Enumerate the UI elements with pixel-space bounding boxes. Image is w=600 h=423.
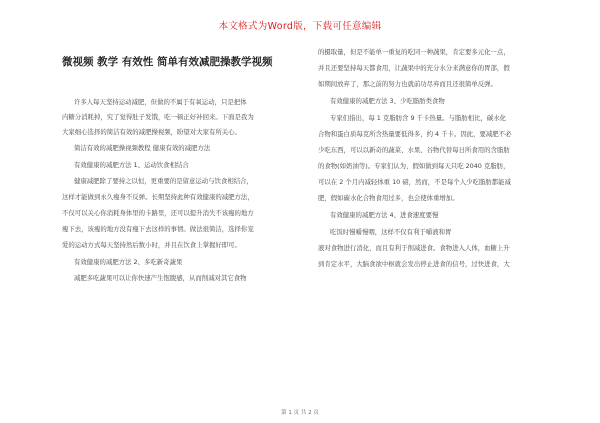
section-heading: 简洁有效的减肥操视频教程 健康有效的减肥方法 (74, 144, 211, 152)
paragraph-line: 肥，假如碳水化合物食用过多，也会使体重增加。 (318, 194, 459, 202)
paragraph-line: 爱的运动方式每天坚持然后数小时，并且在饮食上掌握好即可。 (62, 241, 241, 249)
paragraph-line: 健康减肥除了要持之以恒，更重要的是留意运动与饮食相结合， (74, 177, 253, 185)
paragraph-line: 内糖分消耗掉，究了觉得肚子发饿，吃一顿正好补回来。下面是我为 (62, 113, 254, 121)
page-number-footer: 第 1 页 共 2 页 (281, 410, 319, 416)
paragraph-line: 许多人每天坚持运动减肥，但做的不属于有氧运动，只是把体 (74, 98, 247, 106)
paragraph-line: 如期间放弃了，那之前的努力也就前功尽弃而且还很简单反弹。 (318, 80, 497, 88)
paragraph-line: 可以在 2 个月内减轻体重 10 磅，然而，不是每个人少吃脂肪都能减 (318, 178, 511, 186)
paragraph-line: 减肥多吃蔬果可以让你快速产生饱腹感，从而削减对其它食物 (74, 274, 247, 282)
paragraph-line: 瘦下去，该瘦的地方没有瘦下去这样的事情。做法很简洁，选择你宠 (62, 225, 254, 233)
paragraph-line: 的摄取量，但是不能单一重复的吃同一种蔬果，肯定要多元化一点， (318, 48, 510, 56)
paragraph-line: 不仅可以关心你消耗身体里的卡路里，还可以提升消失不该瘦的地方 (62, 209, 254, 217)
paragraph-line: 到肯定水平，大脑食欲中枢就会发出停止进食的信号，过快进食，大 (318, 260, 510, 268)
section-heading: 有效健康的减肥方法 3、少吃脂肪类食物 (330, 97, 445, 105)
paragraph-line: 合物和蛋白质每克所含热量要低得多，约 4 千卡。因此，要减肥不必 (318, 130, 512, 138)
section-heading: 有效健康的减肥方法 1、运动饮食相结合 (74, 161, 189, 169)
paragraph-line: 少吃东西，可以以新奇的蔬菜、水果、谷物代替每日所食用的含脂肪 (318, 146, 510, 154)
word-format-banner: 本文格式为Word版，下载可任意编辑 (218, 21, 382, 32)
section-heading: 有效健康的减肥方法 2、多吃新奇蔬果 (74, 258, 183, 266)
page-title: 微视频 教学 有效性 简单有效减肥操教学视频 (62, 56, 273, 68)
section-heading: 有效健康的减肥方法 4、进食速度要慢 (330, 211, 439, 219)
paragraph-line: 液对食物进行消化，而且有利于削减进食。食物进入人体，血糖上升 (318, 244, 510, 252)
paragraph-line: 并且还要坚持每天都食用，让蔬果中的充分水分来满意你的胃部，假 (318, 64, 510, 72)
paragraph-line: 专家们指出，每 1 克脂肪含 9 千卡热量。与脂肪相比，碳水化 (330, 114, 507, 122)
paragraph-line: 吃饭时慢嚼慢咽，这样不仅有利于嚼液和胃 (330, 228, 452, 236)
paragraph-line: 大家细心选择的简洁有效的减肥操视频，盼望对大家有所关心。 (62, 128, 241, 136)
paragraph-line: 这样才能做到永久瘦身不反弹。长期坚持此种有效健康的减肥方法， (62, 193, 254, 201)
paragraph-line: 的食物(如奶油等)。专家们认为，假如做到每天只吃 2040 克脂肪， (318, 162, 510, 170)
